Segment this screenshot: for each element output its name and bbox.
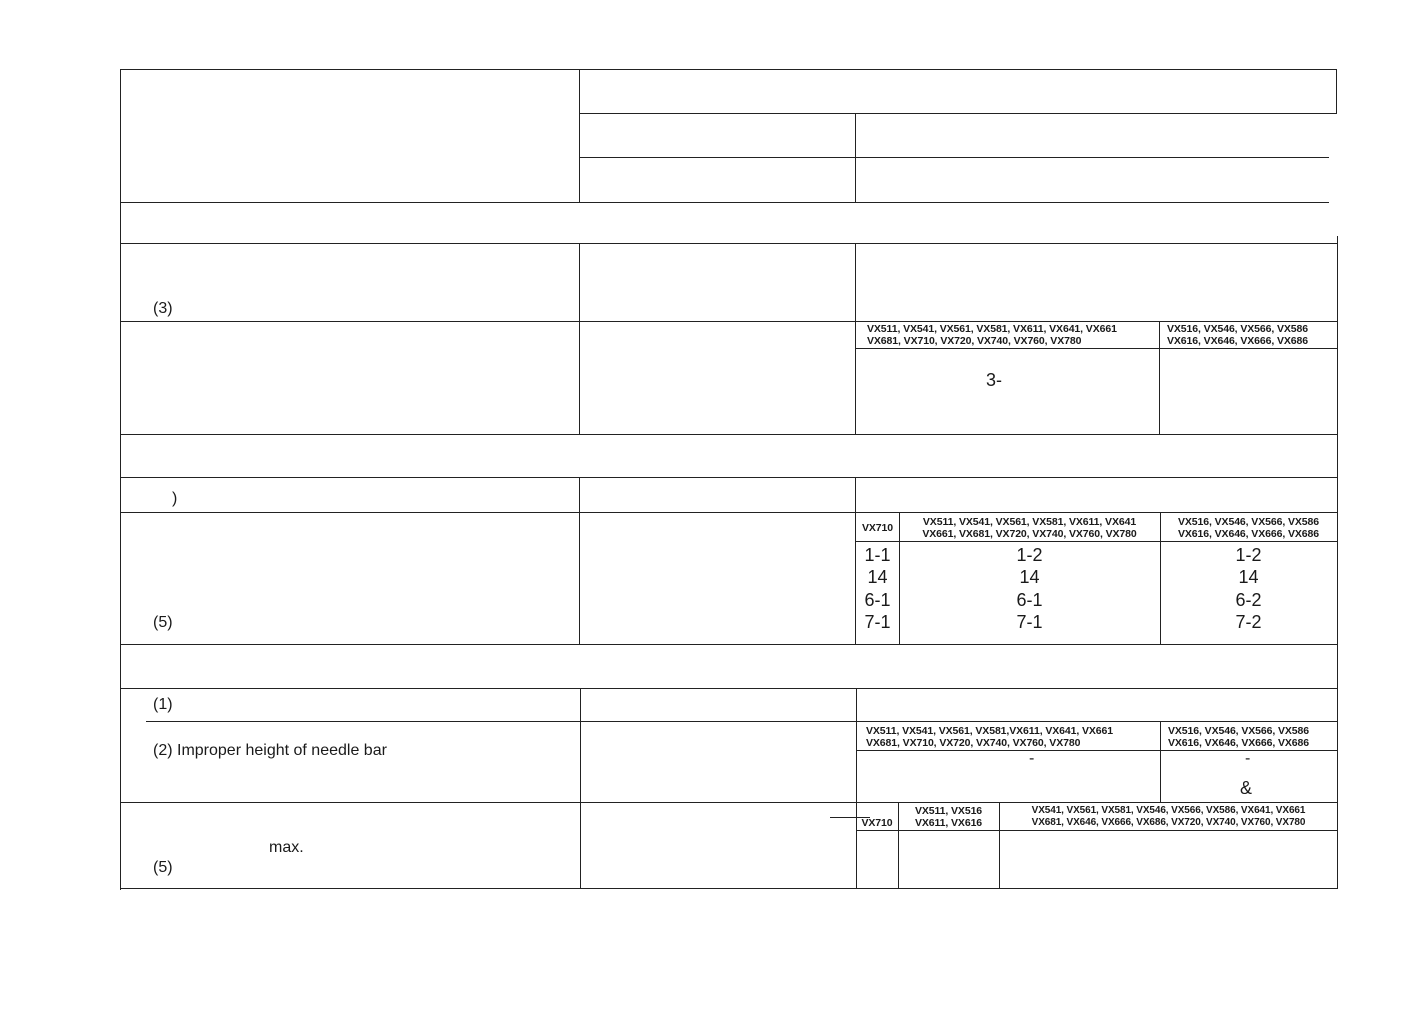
grid-line (120, 243, 1337, 244)
dash-mark: - (1029, 750, 1035, 767)
table-cell: 6-1 (864, 590, 891, 610)
row-label-3: (3) (153, 300, 173, 317)
ampersand-mark: & (1240, 778, 1253, 798)
row-label-max: max. (269, 839, 304, 856)
model-group-b: VX516, VX546, VX566, VX586 VX616, VX646, VX666, VX686 (1167, 323, 1309, 348)
grid-line (120, 688, 1337, 689)
grid-line (579, 69, 580, 202)
table-cell: 7-1 (1016, 612, 1043, 632)
table-cell: 14 (1019, 567, 1040, 587)
grid-line (1160, 721, 1161, 802)
row-label-5b: (5) (153, 859, 173, 876)
table-cell: 1-2 (1016, 545, 1043, 565)
row-label-2: (2) Improper height of needle bar (153, 742, 387, 759)
row-label-1: (1) (153, 696, 173, 713)
table-cell: 6-1 (1016, 590, 1043, 610)
model-header-group-a: VX511, VX541, VX561, VX581, VX611, VX641 VX661, VX681, VX720, VX740, VX760, VX780 (922, 516, 1137, 541)
model-header-vx710: VX710 (861, 817, 893, 829)
setting-value: 3- (986, 370, 1003, 390)
grid-line (855, 243, 856, 434)
model-header-group-b: VX516, VX546, VX566, VX586 VX616, VX646, VX666, VX686 (1177, 516, 1319, 541)
row-label-paren: ) (172, 490, 178, 507)
model-group-b: VX516, VX546, VX566, VX586 VX616, VX646, VX666, VX686 (1168, 725, 1310, 750)
grid-line (855, 541, 1337, 542)
model-group-a: VX511, VX541, VX561, VX581,VX611, VX641, VX661 VX681, VX710, VX720, VX740, VX760, VX780 (866, 725, 1114, 750)
grid-line (120, 512, 1337, 513)
grid-line (856, 830, 1337, 831)
grid-line (120, 321, 1337, 322)
grid-line (579, 157, 1329, 158)
grid-line (580, 688, 581, 889)
grid-line (120, 888, 1338, 889)
grid-line (579, 243, 580, 434)
grid-line (855, 348, 1337, 349)
grid-line (856, 688, 857, 889)
row-label-5a: (5) (153, 614, 173, 631)
model-group-a: VX511, VX541, VX561, VX581, VX611, VX641, VX661 VX681, VX710, VX720, VX740, VX760, VX780 (867, 323, 1117, 348)
dash-mark: - (1245, 750, 1251, 767)
grid-line (120, 477, 1337, 478)
table-cell: 7-1 (864, 612, 891, 632)
grid-line (120, 69, 1337, 70)
table-cell: 6-2 (1235, 590, 1262, 610)
grid-line (120, 69, 121, 890)
grid-line (856, 750, 1337, 751)
model-header-group-b: VX541, VX561, VX581, VX546, VX566, VX586, VX641, VX661 VX681, VX646, VX666, VX686, VX720, VX740, VX760, VX780 (1031, 805, 1306, 828)
grid-line (579, 113, 1337, 114)
table-cell: 1-2 (1235, 545, 1262, 565)
model-header-group-a: VX511, VX516 VX611, VX616 (914, 805, 983, 830)
grid-line (120, 802, 1337, 803)
grid-line (1336, 69, 1337, 113)
table-cell: 1-1 (864, 545, 891, 565)
table-cell: 14 (1238, 567, 1259, 587)
grid-line (1159, 321, 1160, 434)
grid-line (120, 202, 1329, 203)
grid-line (579, 477, 580, 644)
grid-line (120, 644, 1337, 645)
grid-line (146, 721, 1337, 722)
table-cell: 14 (867, 567, 888, 587)
grid-line (1337, 236, 1338, 889)
table-cell: 7-2 (1235, 612, 1262, 632)
grid-line (120, 434, 1337, 435)
model-header-vx710: VX710 (861, 522, 894, 534)
